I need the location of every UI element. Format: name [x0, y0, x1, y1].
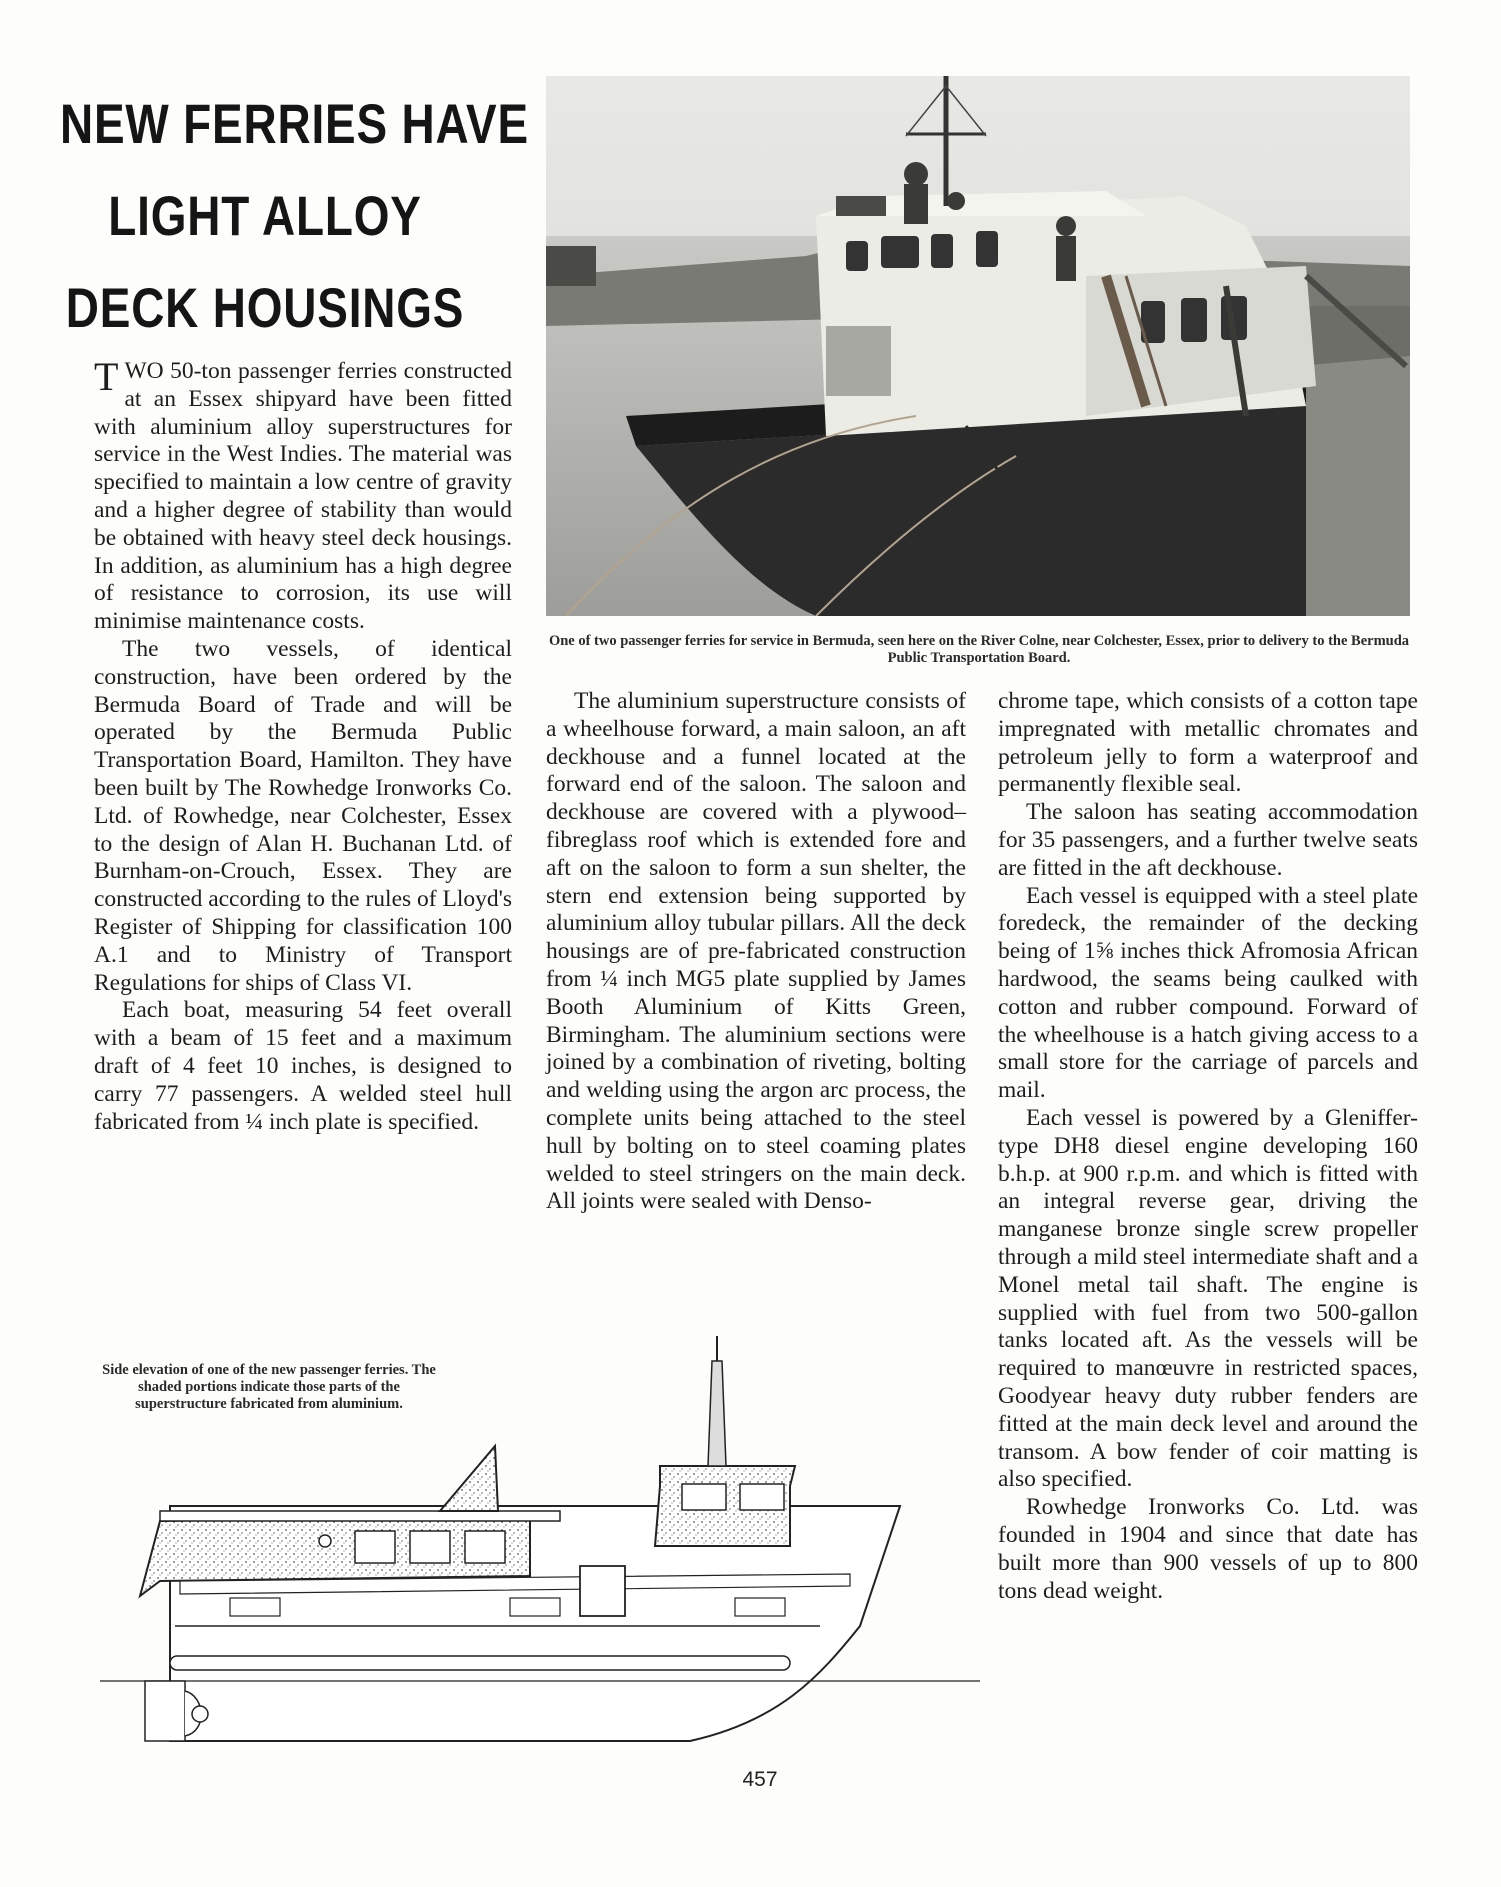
headline-line-2: LIGHT ALLOY [108, 184, 422, 247]
paragraph-1: TWO 50-ton passenger ferries constructed at an Essex shipyard have been fitted with aluminium alloy superstructures for service in the West Indies. The material was specified to maintain a low centre of gravity and a higher degree of stability than would be obtained with heavy steel deck housings. In addition, as aluminium has a high degree of resistance to corrosion, its use will minimise maintenance costs. [94, 354, 512, 635]
headline [60, 78, 529, 354]
ferry-photo [546, 76, 1410, 616]
paragraph-4-continued: chrome tape, which consists of a cotton tape impregnated with metallic chromates and petroleum jelly to form a waterproof and permanently flexible seal. [998, 688, 1418, 798]
paragraph-4: The aluminium superstructure consists of a wheelhouse forward, a main saloon, an aft deckhouse and a funnel located at the forward end of the saloon. The saloon and deckhouse are covered with a plywood–fibreglass roof which is extended fore and aft on the saloon to form a sun shelter, the stern end extension being supported by aluminium alloy tubular pillars. All the deck housings are of pre-fabricated construction from ¼ inch MG5 plate supplied by James Booth Aluminium of Kitts Green, Birmingham. The aluminium sections were joined by a combination of riveting, bolting and welding using the argon arc process, the complete units being attached to the steel hull by bolting on to steel coaming plates welded to steel stringers on the main deck. All joints were sealed with Denso- [546, 688, 966, 1215]
paragraph-5: The saloon has seating accommodation for 35 passengers, and a further twelve seats are fitted in the aft deckhouse. [998, 799, 1418, 881]
drop-cap: T [94, 354, 119, 399]
paragraph-6: Each vessel is equipped with a steel plate foredeck, the remainder of the decking being of 1⅝ inches thick Afromosia African hardwood, the seams being caulked with cotton and rubber compound. Forward of the wheelhouse is a hatch giving access to a small store for the carriage of parcels and mail. [998, 882, 1418, 1104]
paragraph-8: Rowhedge Ironworks Co. Ltd. was founded in 1904 and since that date has built more than 900 vessels of up to 800 tons dead weight. [998, 1494, 1418, 1604]
article-column-2 [546, 688, 966, 1216]
paragraph-2: The two vessels, of identical construction, have been ordered by the Bermuda Board of Trade and will be operated by the Bermuda Public Transportation Board, Hamilton. They have been built by The Rowhedge Ironworks Co. Ltd. of Rowhedge, near Colchester, Essex to the design of Alan H. Buchanan Ltd. of Burnham-on-Crouch, Essex. They are constructed according to the rules of Lloyd's Register of Shipping for classification 100 A.1 and to Ministry of Transport Regulations for ships of Class VI. [94, 635, 512, 996]
headline-line-3: DECK HOUSINGS [65, 276, 465, 339]
article-column-3 [998, 688, 1418, 1605]
headline-line-1: NEW FERRIES HAVE [60, 92, 529, 155]
paragraph-3: Each boat, measuring 54 feet overall with a beam of 15 feet and a maximum draft of 4 feet 10 inches, is designed to carry 77 passengers. A welded steel hull fabricated from ¼ inch plate is specified. [94, 997, 512, 1135]
drawing-caption: Side elevation of one of the new passenger ferries. The shaded portions indicate those parts of the superstructure fabricated from aluminium. [102, 1362, 436, 1412]
photo-caption: One of two passenger ferries for service in Bermuda, seen here on the River Colne, near Colchester, Essex, prior to delivery to the Bermuda Public Transportation Board. [548, 633, 1410, 666]
article-column-1 [94, 354, 512, 1136]
paragraph-7: Each vessel is powered by a Gleniffer-type DH8 diesel engine developing 160 b.h.p. at 900 r.p.m. and which is fitted with an integral reverse gear, driving the manganese bronze single screw propeller through a mild steel intermediate shaft and a Monel metal tail shaft. The engine is supplied with fuel from two 500-gallon tanks located aft. As the vessels will be required to manœuvre in restricted spaces, Goodyear heavy duty rubber fenders are fitted at the main deck level and around the transom. A bow fender of coir matting is also specified. [998, 1104, 1418, 1493]
page-number: 457 [742, 1768, 778, 1791]
